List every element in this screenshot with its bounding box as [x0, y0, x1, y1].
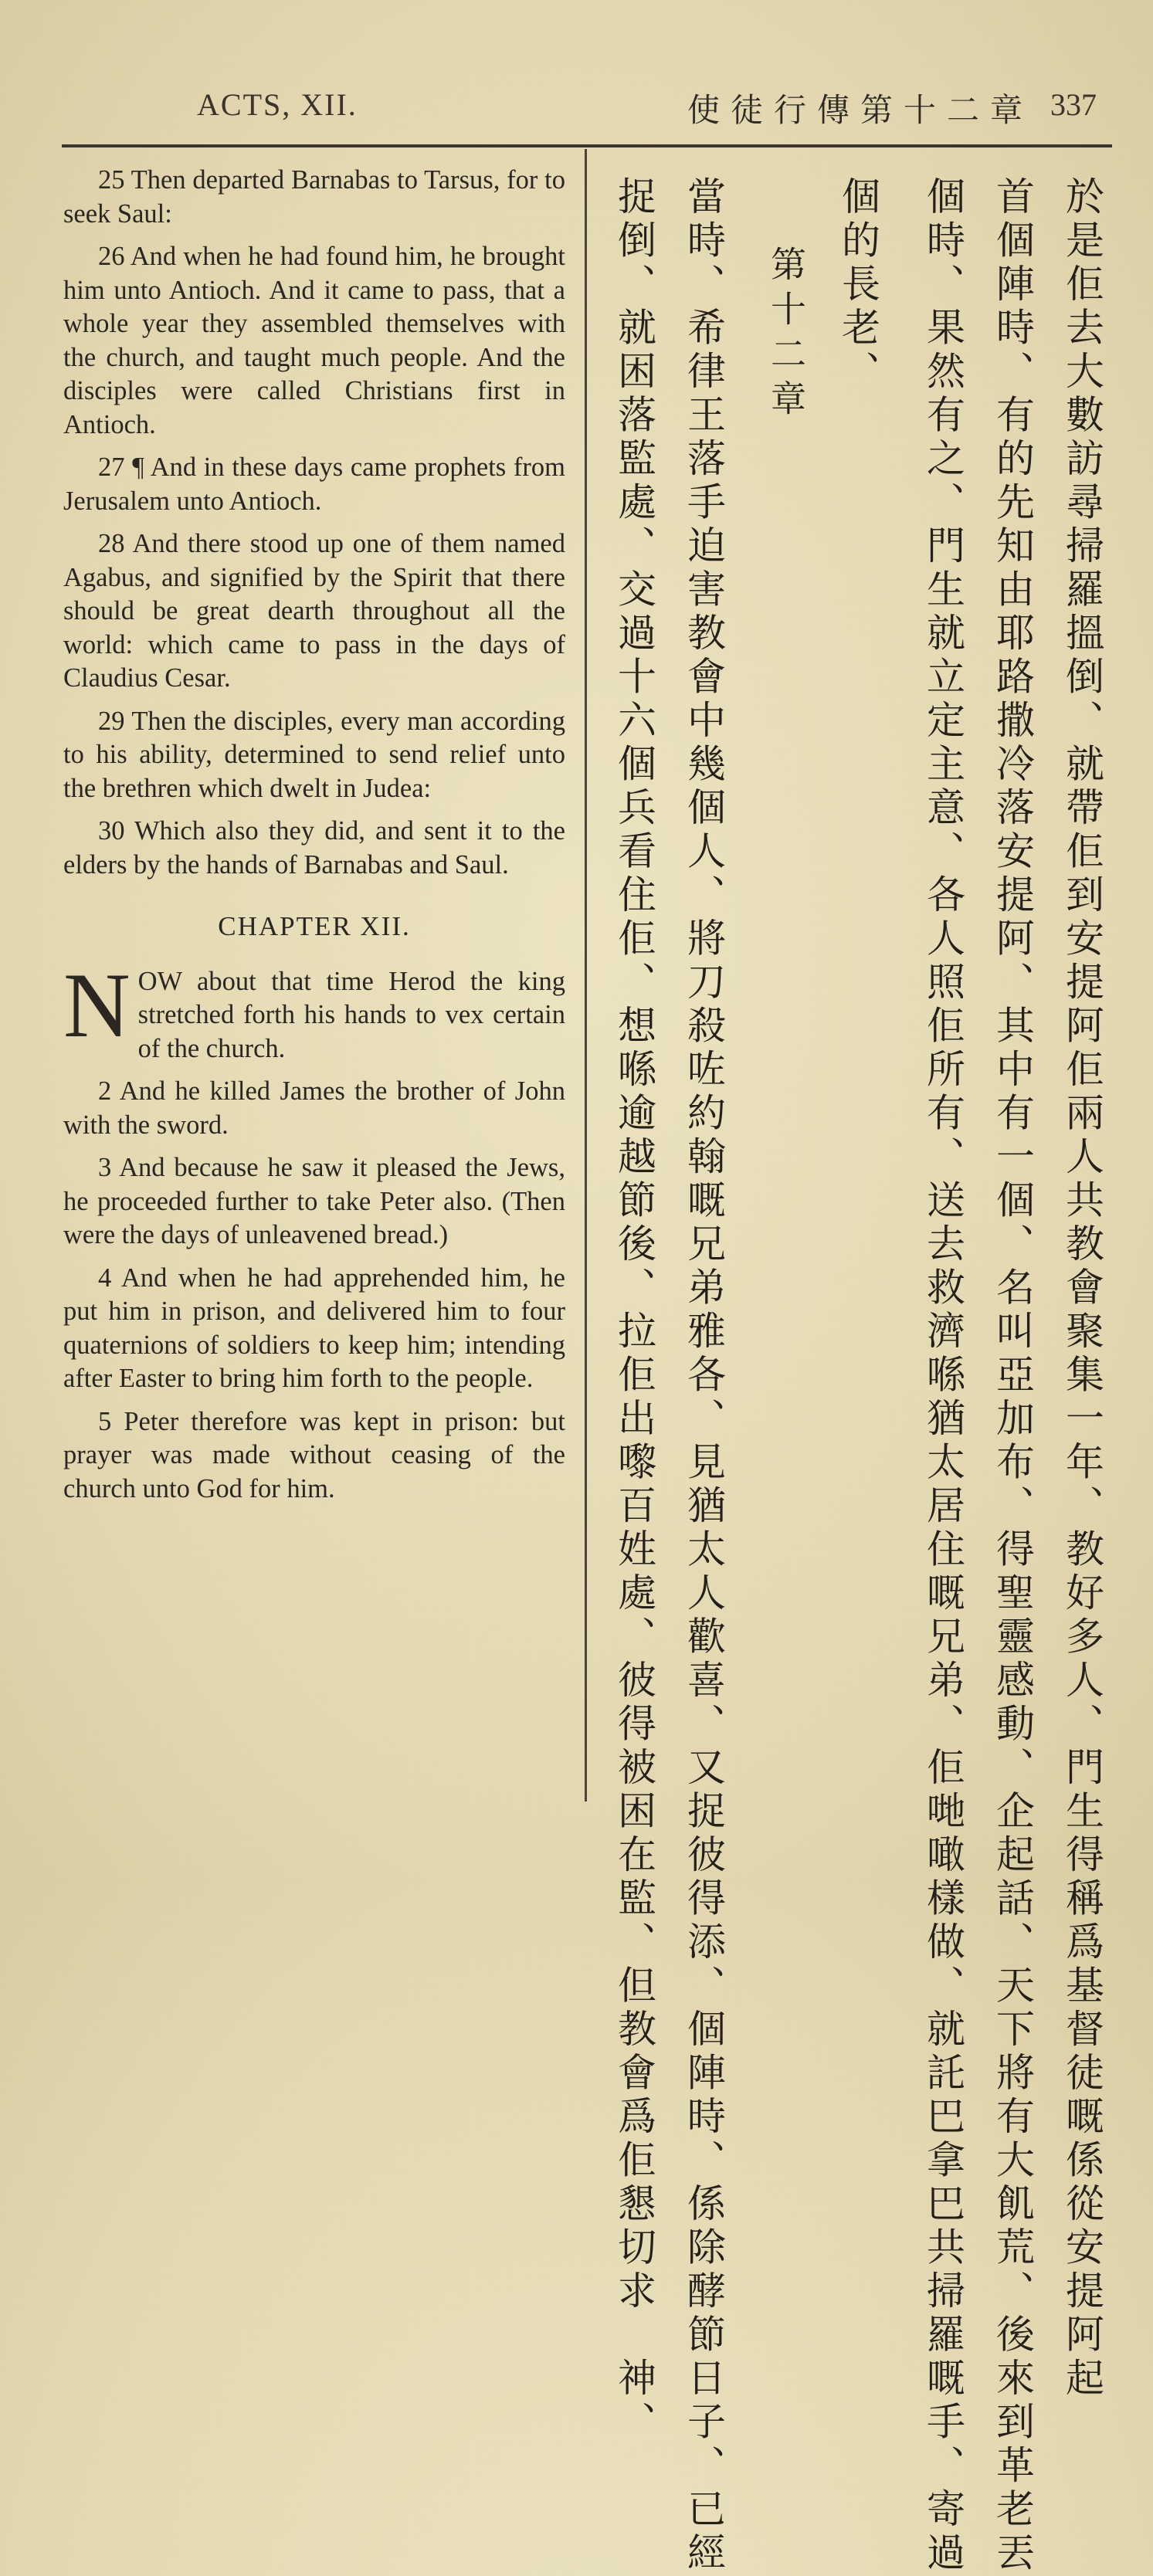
chinese-column-3: 個時、果然有之、門生就立定主意、各人照佢所有、送去救濟喺猶太居住嘅兄弟、佢哋噉樣做、就託巴拿巴共掃羅嘅手、寄過 — [921, 176, 965, 2576]
verse-29: 29 Then the disciples, every man according to his ability, determined to send relief unto the brethren which dwelt in Judea: — [63, 706, 565, 803]
chinese-column-4: 個的長老、 — [836, 176, 880, 395]
verse-26: 26 And when he had found him, he brought him unto Antioch. And it came to pass, that a whole year they assembled themselves with the church, and taught much people. And the disciples were called Christians first in Antioch. — [63, 242, 565, 439]
chinese-column-1: 於是佢去大數訪尋掃羅搵倒、就帶佢到安提阿佢兩人共教會聚集一年、教好多人、門生得稱爲基督徒嘅係從安提阿起 — [1060, 176, 1104, 2401]
verse-25: 25 Then departed Barnabas to Tarsus, for to seek Saul: — [63, 165, 565, 229]
chapter-12-verse-5: 5 Peter therefore was kept in prison: but prayer was made without ceasing of the church unto God for him. — [63, 1406, 565, 1503]
header-rule — [62, 144, 1112, 147]
chapter-12-verse-3: 3 And because he saw it pleased the Jews, he proceeded further to take Peter also. (Then were the days of unleavened bread.) — [63, 1153, 565, 1249]
page-number: 337 — [1050, 87, 1097, 122]
chapter-12-verse-4: 4 And when he had apprehended him, he put him in prison, and delivered him to four quaternions of soldiers to keep him; intending after Easter to bring him forth to the people. — [63, 1263, 565, 1393]
chapter-heading-chinese: 第十二章 — [765, 246, 807, 425]
verse-1-text: OW about that time Herod the king stretched forth his hands to vex certain of the church. — [137, 966, 565, 1063]
verse-30: 30 Which also they did, and sent it to the elders by the hands of Barnabas and Saul. — [63, 816, 565, 880]
chinese-column-2: 首個陣時、有的先知由耶路撒冷落安提阿、其中有一個、名叫亞加布、得聖靈感動、企起話、天下將有大飢荒、後來到革老丟 — [990, 176, 1035, 2576]
verse-27: 27 ¶ And in these days came prophets from Jerusalem unto Antioch. — [63, 452, 565, 516]
chinese-column-6: 捉倒、就困落監處、交過十六個兵看住佢、想喺逾越節後、拉佢出嚟百姓處、彼得被困在監、但教會爲佢懇切求 神、 — [612, 176, 656, 2445]
running-head-english: ACTS, XII. — [197, 87, 358, 122]
drop-cap: N — [63, 953, 131, 1056]
chapter-heading-english: CHAPTER XII. — [218, 911, 411, 941]
column-divider — [585, 149, 587, 1802]
chapter-12-verse-2: 2 And he killed James the brother of John with the sword. — [63, 1076, 565, 1140]
english-column — [63, 164, 565, 1515]
chinese-column-5: 當時、希律王落手迫害教會中幾個人、將刀殺咗約翰嘅兄弟雅各、見猶太人歡喜、又捉彼得添、個陣時、係除酵節日子、已經 — [681, 176, 726, 2576]
verse-28: 28 And there stood up one of them named Agabus, and signified by the Spirit that there should be great dearth throughout all the world: which came to pass in the days of Claudius Cesar. — [63, 529, 565, 693]
running-head-chinese: 使徒行傳第十二章 — [687, 91, 1034, 129]
chapter-12-verse-1 — [63, 953, 565, 1066]
